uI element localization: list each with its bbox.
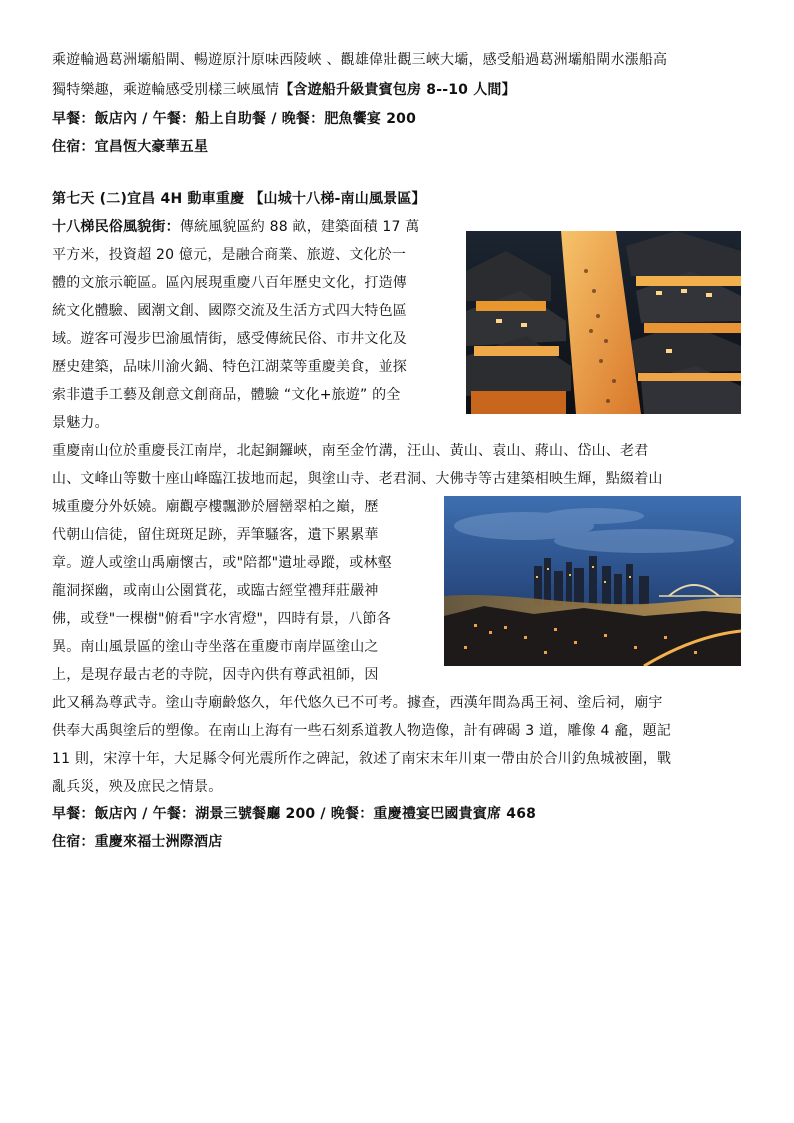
day7-hotel: 住宿：重慶來福士洲際酒店 xyxy=(52,834,223,850)
day6-meals: 早餐：飯店內 / 午餐：船上自助餐 / 晚餐：肥魚饗宴 200 xyxy=(52,111,417,127)
day6-description-text: 獨特樂趣，乘遊輪感受別樣三峽風情 xyxy=(52,82,280,98)
shibati-heading: 十八梯民俗風貌街： xyxy=(52,219,180,235)
p1-line-1: 十八梯民俗風貌街：傳統風貌區約 88 畝，建築面積 17 萬 xyxy=(52,219,420,235)
nanshan-photo xyxy=(444,496,741,666)
p2-narrow-line-6: 異。南山風景區的塗山寺坐落在重慶市南岸區塗山之 xyxy=(52,639,379,655)
p1-line-5: 域。遊客可漫步巴渝風情街，感受傳統民俗、市井文化及 xyxy=(52,331,407,347)
p2-narrow-line-4: 龍洞探幽，或南山公園賞花，或臨古經堂禮拜莊嚴神 xyxy=(52,583,379,599)
day6-hotel: 住宿：宜昌恆大豪華五星 xyxy=(52,139,209,155)
p2-tail-line-1: 此又稱為尊武寺。塗山寺廟齡悠久，年代悠久已不可考。據查，西漢年間為禹王祠、塗后祠，廟宇 xyxy=(52,695,663,711)
p2-narrow-line-3: 章。遊人或塗山禹廟懷古，或"陪都"遺址尋蹤，或林壑 xyxy=(52,555,392,571)
p2-tail-line-3: 11 則，宋淳十年，大足縣令何光震所作之碑記，敘述了南宋末年川東一帶由於合川釣魚城被圍，戰 xyxy=(52,751,672,767)
p2-narrow-line-7: 上，是現存最古老的寺院，因寺內供有尊武祖師，因 xyxy=(52,667,379,683)
p1-line-2: 平方米，投資超 20 億元，是融合商業、旅遊、文化於一 xyxy=(52,247,407,263)
p1-line-6: 歷史建築，品味川渝火鍋、特色江湖菜等重慶美食，並探 xyxy=(52,359,407,375)
p2-line-2: 山、文峰山等數十座山峰臨江拔地而起，與塗山寺、老君洞、大佛寺等古建築相映生輝，點綴着山 xyxy=(52,471,663,487)
p1-line-7: 索非遺手工藝及創意文創商品，體驗 “文化+旅遊” 的全 xyxy=(52,387,401,403)
p1-line-3: 體的文旅示範區。區內展現重慶八百年歷史文化，打造傳 xyxy=(52,275,407,291)
shibati-night-street-image xyxy=(466,231,741,414)
p1-line-8: 景魅力。 xyxy=(52,415,109,431)
shibati-photo xyxy=(466,231,741,414)
day7-meals: 早餐：飯店內 / 午餐：湖景三號餐廳 200 / 晚餐：重慶禮宴巴國貴賓席 468 xyxy=(52,806,537,822)
cruise-upgrade-note: 【含遊船升級貴賓包房 8--10 人間】 xyxy=(279,82,516,98)
p1-line-4: 統文化體驗、國潮文創、國際交流及生活方式四大特色區 xyxy=(52,303,407,319)
p2-line-1: 重慶南山位於重慶長江南岸，北起銅鑼峽，南至金竹溝，汪山、黃山、袁山、蔣山、岱山、老君 xyxy=(52,443,649,459)
nanshan-night-view-image xyxy=(444,496,741,666)
p2-narrow-line-5: 佛，或登"一棵樹"俯看"字水宵燈"，四時有景，八節各 xyxy=(52,611,391,627)
day6-description-line-1: 乘遊輪過葛洲壩船閘、暢遊原汁原味西陵峽 、觀雄偉壯觀三峽大壩，感受船過葛洲壩船閘水漲船高 xyxy=(52,52,668,68)
p2-narrow-line-1: 城重慶分外妖嬈。廟觀亭樓飄渺於層巒翠柏之巔，歷 xyxy=(52,499,379,515)
p2-tail-line-2: 供奉大禹與塗后的塑像。在南山上海有一些石刻系道教人物造像，計有碑碣 3 道，雕像 4 龕，題記 xyxy=(52,723,672,739)
day7-title: 第七天 (二)宜昌 4H 動車重慶 【山城十八梯-南山風景區】 xyxy=(52,191,426,207)
p2-tail-line-4: 亂兵災，殃及庶民之情景。 xyxy=(52,779,223,795)
day6-description-line-2 xyxy=(52,80,516,100)
p2-narrow-line-2: 代朝山信徒，留住斑斑足跡，弄筆騷客，遺下累累華 xyxy=(52,527,379,543)
